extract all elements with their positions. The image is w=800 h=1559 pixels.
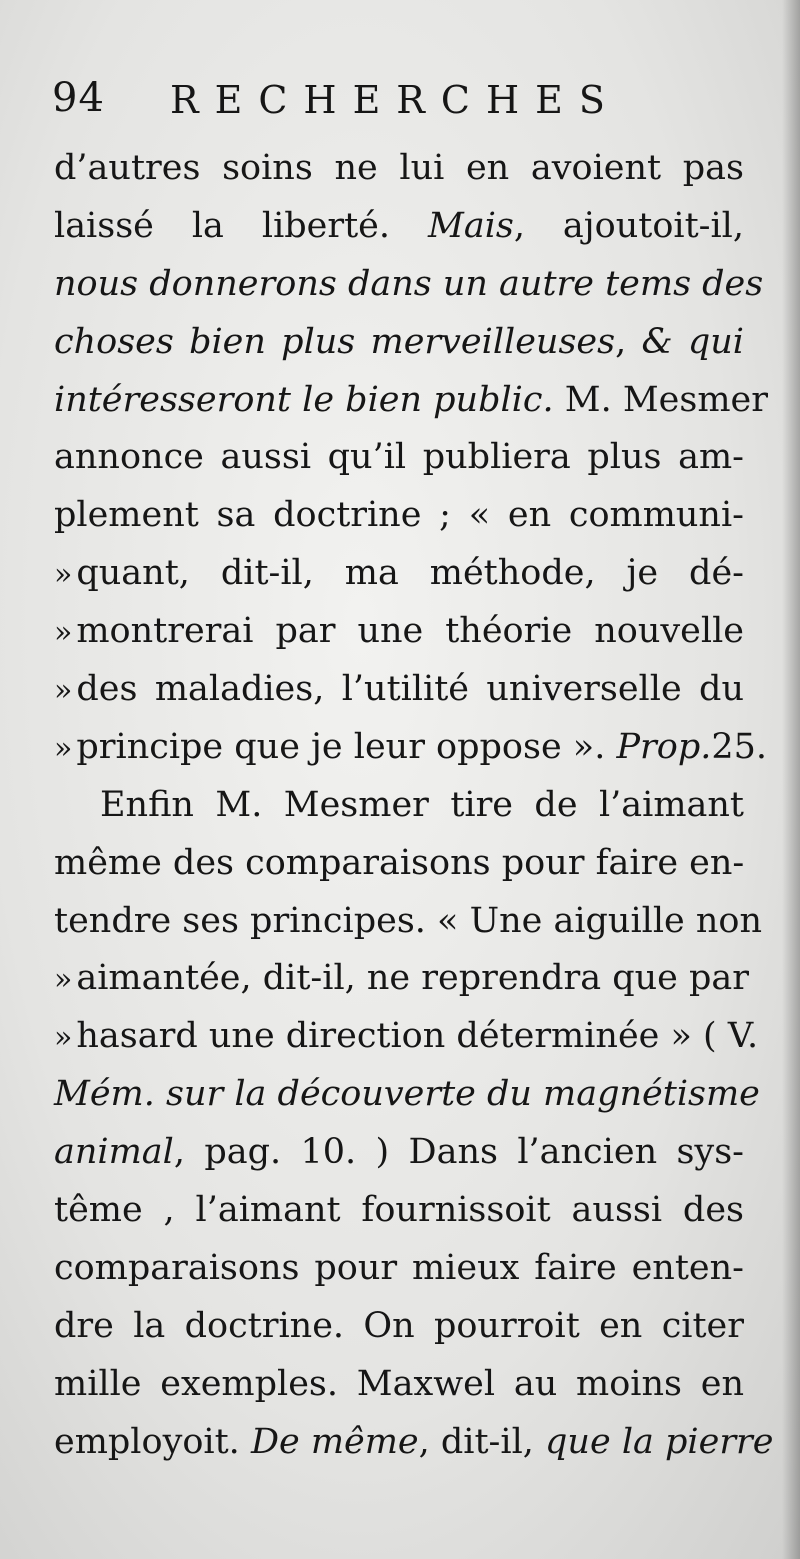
text-span: quant, dit-il, ma méthode, je dé- bbox=[76, 553, 744, 594]
italic-text: intéresseront le bien public. bbox=[54, 379, 554, 420]
text-span: comparaisons pour mieux faire enten- bbox=[54, 1247, 744, 1288]
text-span: 25. bbox=[711, 726, 768, 767]
text-span: montrerai par une théorie nouvelle bbox=[76, 611, 744, 652]
page-number: 94 bbox=[52, 75, 105, 121]
text-span: M. Mesmer bbox=[553, 379, 768, 420]
text-span: principe que je leur oppose ». bbox=[76, 726, 617, 767]
text-line bbox=[54, 372, 768, 430]
text-line bbox=[54, 1298, 744, 1356]
text-line bbox=[54, 1182, 744, 1240]
quote-mark: » bbox=[54, 730, 73, 766]
text-line bbox=[54, 1240, 744, 1298]
italic-text: choses bien plus merveilleuses bbox=[54, 321, 616, 362]
text-line bbox=[54, 314, 744, 372]
text-span: des maladies, l’utilité universelle du bbox=[76, 669, 744, 710]
text-line bbox=[54, 950, 750, 1008]
text-line bbox=[54, 835, 744, 893]
text-line bbox=[54, 1066, 760, 1124]
text-line bbox=[54, 1008, 759, 1066]
italic-text: Mém. sur la découverte du magnétisme bbox=[54, 1074, 760, 1115]
text-span: annonce aussi qu’il publiera plus am- bbox=[54, 437, 744, 478]
text-span: hasard une direction déterminée » ( V. bbox=[76, 1016, 759, 1057]
text-span: aimantée, dit-il, ne reprendra que par bbox=[76, 958, 750, 999]
text-span: , pag. 10. ) Dans l’ancien sys- bbox=[173, 1132, 744, 1173]
text-line bbox=[54, 893, 763, 951]
text-span: , ajoutoit-il, bbox=[513, 205, 744, 246]
page-header bbox=[52, 72, 752, 132]
text-span: d’autres soins ne lui en avoient pas bbox=[54, 148, 744, 188]
text-span: dre la doctrine. On pourroit en citer bbox=[54, 1305, 744, 1346]
italic-text: que la pierre bbox=[545, 1421, 774, 1462]
text-line bbox=[54, 198, 744, 256]
italic-text: Mais bbox=[427, 205, 514, 246]
text-line bbox=[54, 661, 744, 719]
text-span: tendre ses principes. « Une aiguille non bbox=[54, 900, 763, 941]
quote-mark: » bbox=[54, 557, 73, 593]
italic-text: & bbox=[641, 321, 673, 362]
text-line bbox=[54, 1414, 774, 1472]
text-span: , bbox=[615, 321, 642, 362]
text-line bbox=[54, 545, 744, 603]
italic-text: De même bbox=[250, 1421, 419, 1462]
text-line bbox=[54, 140, 744, 198]
text-span: employoit. bbox=[54, 1421, 251, 1462]
text-line bbox=[54, 603, 744, 661]
text-line bbox=[54, 719, 768, 777]
italic-text: Prop. bbox=[616, 726, 712, 767]
text-line bbox=[54, 487, 744, 545]
quote-mark: » bbox=[54, 962, 73, 998]
text-span: même des comparaisons pour faire en- bbox=[54, 842, 745, 883]
italic-text: nous donnerons dans un autre tems des bbox=[54, 263, 764, 304]
text-span: tême , l’aimant fournissoit aussi des bbox=[54, 1190, 744, 1231]
text-span: mille exemples. Maxwel au moins en bbox=[54, 1363, 744, 1404]
italic-text: animal bbox=[54, 1132, 174, 1173]
text-span: , dit-il, bbox=[418, 1421, 546, 1462]
text-line bbox=[54, 1124, 744, 1182]
body-text bbox=[54, 140, 774, 1471]
text-line bbox=[54, 1356, 744, 1414]
text-span: Enfin M. Mesmer tire de l’aimant bbox=[100, 784, 744, 825]
running-head: RECHERCHES bbox=[170, 78, 621, 122]
paragraph-first-line bbox=[54, 777, 744, 835]
text-line bbox=[54, 429, 744, 487]
text-span: laissé la liberté. bbox=[54, 205, 428, 246]
quote-mark: » bbox=[54, 673, 73, 709]
italic-text: qui bbox=[672, 321, 744, 362]
text-span: plement sa doctrine ; « en communi- bbox=[54, 495, 744, 536]
text-line bbox=[54, 256, 764, 314]
quote-mark: » bbox=[54, 1020, 73, 1056]
quote-mark: » bbox=[54, 615, 73, 651]
page-edge-shadow bbox=[782, 0, 800, 1559]
